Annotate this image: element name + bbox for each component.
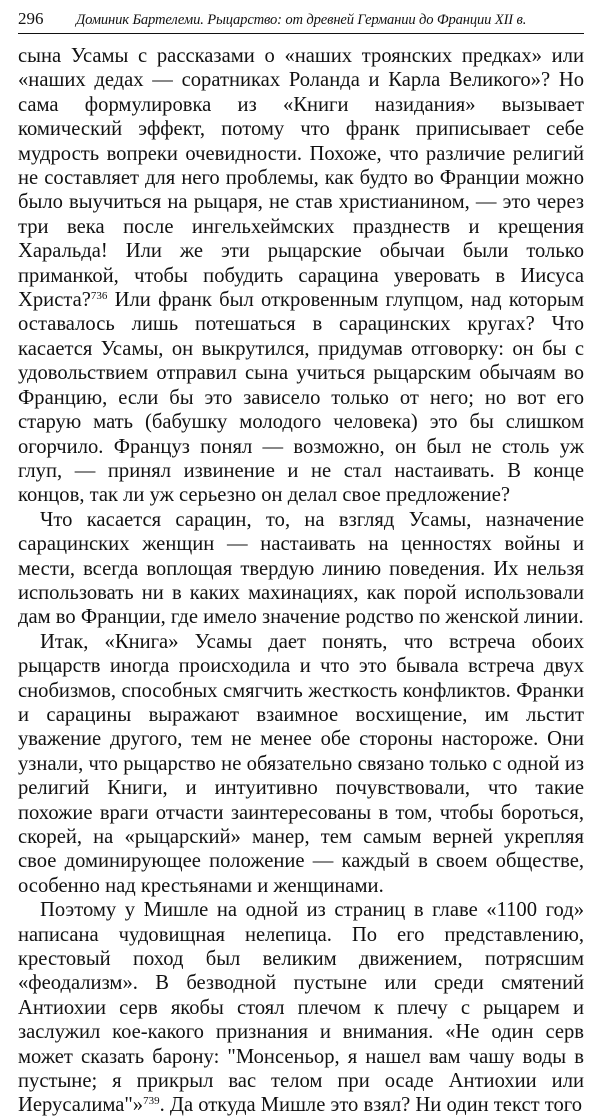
paragraph-text: сына Усамы с рассказами о «наших троянских предках» или «наших дедах — соратниках Роланда и Карла Великого»? Но сама формулировка из «Книги назидания» вызывает комический эффект, потому что франк приписывает себе мудрость вопреки очевидности. Похоже, что различие религий не составляет для него проблемы, как будто во Франции можно было выучиться на рыцаря, не став христианином, — это через три века после ингельхеймских празднеств и крещения Харальда! Или же эти рыцарские обычаи были только приманкой, чтобы побудить сарацина уверовать в Иисуса Христа? bbox=[18, 45, 584, 312]
body-text bbox=[18, 44, 584, 1118]
page-header bbox=[18, 8, 584, 34]
running-title: Доминик Бартелеми. Рыцарство: от древней Германии до Франции XII в. bbox=[76, 12, 527, 28]
paragraph bbox=[18, 630, 584, 898]
footnote-ref: 739 bbox=[143, 1095, 160, 1108]
footnote-ref: 736 bbox=[90, 290, 108, 303]
paragraph-text: Поэтому у Мишле на одной из страниц в главе «1100 год» написана чудовищная нелепица. По его представлению, крестовый поход был великим движением, потрясшим «феодализм». В безводной пустыне или среди смятений Антиохии серв якобы стоял плечом к плечу с рыцарем и заслужил кое-какого признания и внимания. «Не один серв может сказать барону: "Монсеньор, я нашел вам чашу воды в пустыне; я прикрыл вас телом при осаде Антиохии или Иерусалима"» bbox=[18, 899, 584, 1117]
paragraph bbox=[18, 508, 584, 630]
page-number: 296 bbox=[18, 9, 44, 28]
paragraph-text: Что касается сарацин, то, на взгляд Усамы, назначение сарацинских женщин — настаивать на ценностях войны и мести, всегда воплощая твердую линию поведения. Их нельзя использовать ни в каких махинациях, как порой использовали дам во Франции, где имело значение родство по женской линии. bbox=[18, 508, 584, 629]
paragraph bbox=[18, 44, 584, 508]
paragraph-text: . Да откуда Мишле это взял? Ни один текст того bbox=[159, 1094, 582, 1117]
paragraph bbox=[18, 898, 584, 1118]
book-page bbox=[18, 8, 584, 1118]
paragraph-text: Итак, «Книга» Усамы дает понять, что встреча обоих рыцарств иногда происходила и что это бывала встреча двух снобизмов, способных смягчить жесткость конфликтов. Франки и сарацины выражают взаимное восхищение, им льстит уважение другого, тем не менее обе стороны настороже. Они узнали, что рыцарство не обязательно связано только с одной из религий Книги, и интуитивно почувствовали, что такие похожие враги отчасти заинтересованы в том, чтобы бороться, скорей, на «рыцарский» манер, тем самым верней укрепляя свое доминирующее положение — каждый в своем обществе, особенно над крестьянами и женщинами. bbox=[18, 630, 584, 897]
paragraph-text: Или франк был откровенным глупцом, над которым оставалось лишь потешаться в сарацинских кругах? Что касается Усамы, он выкрутился, придумав отговорку: он бы с удовольствием отправил сына учиться рыцарским обычаям во Францию, если бы это зависело только от него; но вот его старую мать (бабушку молодого человека) это бы слишком огорчило. Француз понял — возможно, он был не столь уж глуп, — принял извинение и не стал настаивать. В конце концов, так ли уж серьезно он делал свое предложение? bbox=[18, 289, 584, 507]
